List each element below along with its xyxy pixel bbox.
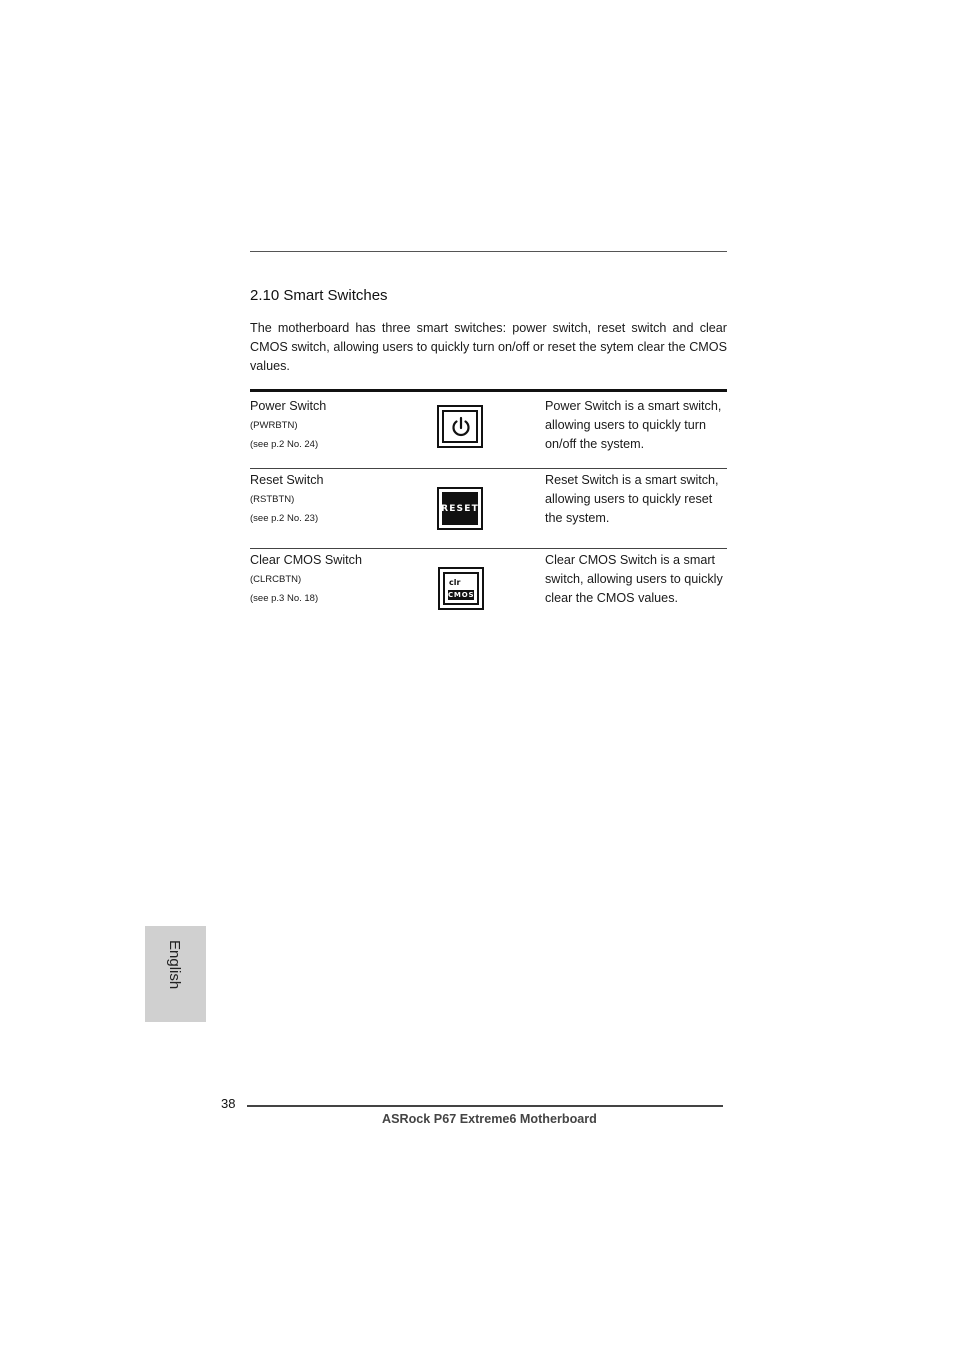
footer-divider bbox=[247, 1105, 723, 1107]
switch-name: Reset Switch bbox=[250, 473, 324, 487]
switch-ref: (see p.2 No. 24) bbox=[250, 439, 319, 450]
reset-icon-plate bbox=[442, 492, 478, 525]
switch-code: (RSTBTN) bbox=[250, 494, 295, 505]
switch-info bbox=[250, 551, 430, 608]
switch-description: Reset Switch is a smart switch, allowing users to quickly reset the system. bbox=[545, 473, 719, 525]
table-row-power-switch bbox=[250, 392, 727, 468]
language-label: English bbox=[166, 940, 183, 990]
footer-product: ASRock P67 Extreme6 Motherboard bbox=[382, 1112, 597, 1126]
table-row-clear-cmos-switch bbox=[250, 548, 727, 625]
switch-code: (PWRBTN) bbox=[250, 420, 298, 431]
power-icon bbox=[437, 405, 483, 448]
clear-cmos-icon-top-label: clr bbox=[449, 578, 461, 587]
switch-name: Clear CMOS Switch bbox=[250, 553, 362, 567]
switch-info bbox=[250, 471, 430, 528]
clear-cmos-icon-bottom-label: CMOS bbox=[448, 591, 475, 599]
reset-icon bbox=[437, 487, 483, 530]
power-icon-frame bbox=[442, 410, 478, 443]
switch-code: (CLRCBTN) bbox=[250, 574, 302, 585]
switch-description: Power Switch is a smart switch, allowing users to quickly turn on/off the system. bbox=[545, 399, 722, 451]
intro-paragraph: The motherboard has three smart switches: power switch, reset switch and clear CMOS switch, allowing users to quickly turn on/off or reset the sytem clear the CMOS values. bbox=[250, 321, 727, 373]
section-title: 2.10 Smart Switches bbox=[250, 287, 388, 304]
clear-cmos-icon bbox=[438, 567, 484, 610]
switch-description: Clear CMOS Switch is a smart switch, allowing users to quickly clear the CMOS values. bbox=[545, 553, 723, 605]
switch-info bbox=[250, 397, 430, 454]
switch-ref: (see p.3 No. 18) bbox=[250, 593, 319, 604]
top-divider bbox=[250, 251, 727, 252]
page-number: 38 bbox=[221, 1096, 236, 1111]
power-symbol bbox=[444, 412, 478, 443]
reset-icon-label: RESET bbox=[441, 503, 479, 514]
clear-cmos-icon-frame bbox=[443, 572, 479, 605]
table-row-reset-switch bbox=[250, 468, 727, 548]
switch-name: Power Switch bbox=[250, 399, 327, 413]
switch-table bbox=[250, 389, 727, 625]
switch-ref: (see p.2 No. 23) bbox=[250, 513, 319, 524]
